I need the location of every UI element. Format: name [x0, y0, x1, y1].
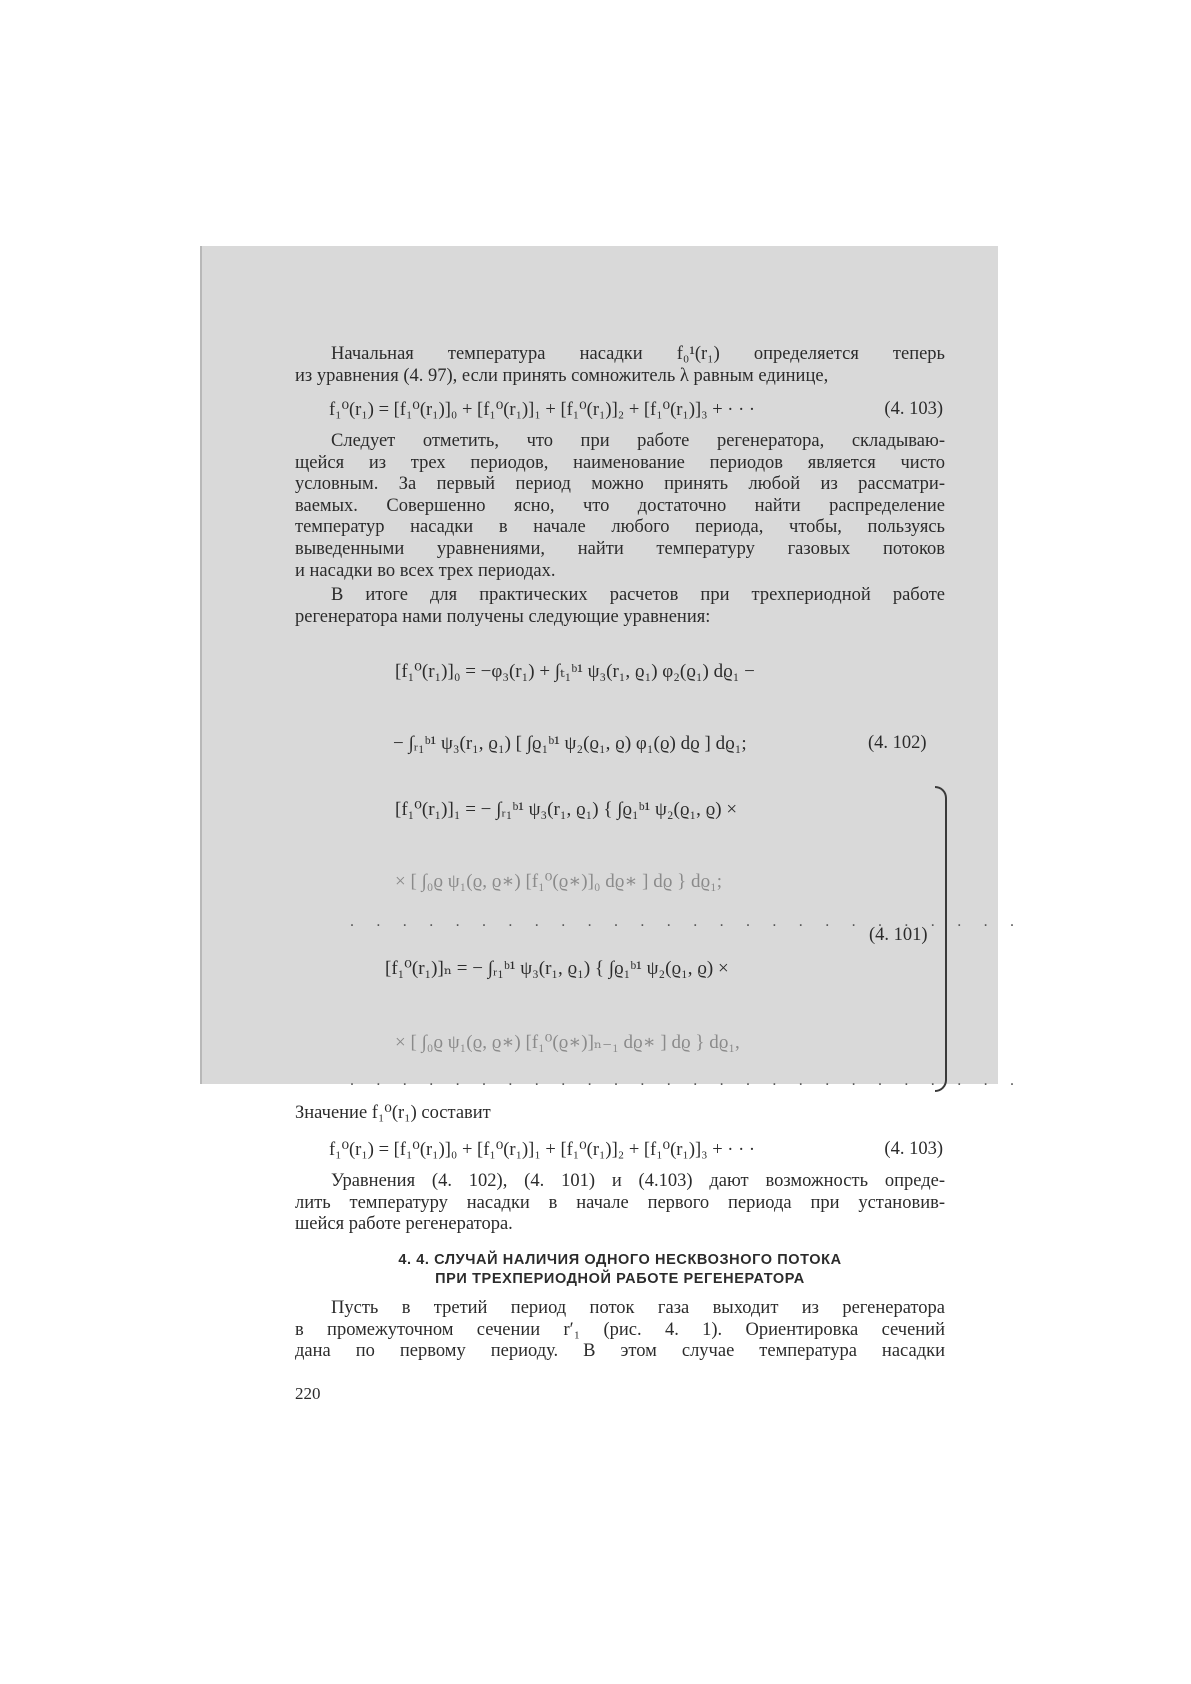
text-line: Уравнения (4. 102), (4. 101) и (4.103) дают возможность опреде- — [331, 1171, 945, 1191]
text-line: лить температуру насадки в начале первого периода при установив- — [295, 1192, 945, 1213]
system-brace — [935, 786, 947, 1092]
equation-line: − ∫ᵣ₁ᵇ¹ ψ₃(r₁, ϱ₁) [ ∫ϱ₁ᵇ¹ ψ₂(ϱ₁, ϱ) φ₁(ϱ) dϱ ] dϱ₁; — [393, 733, 747, 754]
continuation-dots: . . . . . . . . . . . . . . . . . . . . . . . . . . — [350, 913, 1024, 930]
section-heading-line: ПРИ ТРЕХПЕРИОДНОЙ РАБОТЕ РЕГЕНЕРАТОРА — [435, 1271, 805, 1287]
text-line: выведенными уравнениями, найти температуру газовых потоков — [295, 538, 945, 559]
equation-4-103-top — [295, 399, 945, 427]
text-line: дана по первому периоду. В этом случае температура насадки — [295, 1341, 945, 1362]
equation-line: [f₁⁰(r₁)]ₙ = − ∫ᵣ₁ᵇ¹ ψ₃(r₁, ϱ₁) { ∫ϱ₁ᵇ¹ ψ₂(ϱ₁, ϱ) × — [385, 958, 729, 979]
text-line: Следует отметить, что при работе регенератора, складываю- — [331, 431, 945, 451]
text-line: регенератора нами получены следующие уравнения: — [295, 606, 711, 627]
text-line: Значение f₁⁰(r₁) составит — [295, 1103, 491, 1123]
equation-number: (4. 102) — [868, 733, 927, 753]
equation-body: f₁⁰(r₁) = [f₁⁰(r₁)]₀ + [f₁⁰(r₁)]₁ + [f₁⁰(r₁)]₂ + [f₁⁰(r₁)]₃ + · · · — [329, 1140, 756, 1160]
equation-line: [f₁⁰(r₁)]₁ = − ∫ᵣ₁ᵇ¹ ψ₃(r₁, ϱ₁) { ∫ϱ₁ᵇ¹ ψ₂(ϱ₁, ϱ) × — [395, 799, 738, 820]
scan-left-edge — [200, 246, 202, 1084]
text-line: условным. За первый период можно принять любой из рассматри- — [295, 474, 945, 495]
paragraph-section-start — [295, 1298, 945, 1363]
text-line: в промежуточном сечении r′₁ (рис. 4. 1). Ориентировка сечений — [295, 1319, 945, 1340]
paragraph-periods — [295, 431, 945, 582]
continuation-dots: . . . . . . . . . . . . . . . . . . . . . . . . . . — [350, 1072, 1024, 1089]
section-heading-line: 4. 4. СЛУЧАЙ НАЛИЧИЯ ОДНОГО НЕСКВОЗНОГО ПОТОКА — [398, 1252, 842, 1268]
equation-body: f₁⁰(r₁) = [f₁⁰(r₁)]₀ + [f₁⁰(r₁)]₁ + [f₁⁰(r₁)]₂ + [f₁⁰(r₁)]₃ + · · · — [329, 400, 756, 420]
equation-number: (4. 103) — [884, 399, 943, 419]
paragraph-conclusion — [295, 1171, 945, 1236]
equation-line: [f₁⁰(r₁)]₀ = −φ₃(r₁) + ∫ₜ₁ᵇ¹ ψ₃(r₁, ϱ₁) φ₂(ϱ₁) dϱ₁ − — [395, 661, 755, 682]
equation-number: (4. 101) — [869, 925, 928, 945]
equation-4-103-bottom — [295, 1139, 945, 1167]
equation-line: × [ ∫₀ϱ ψ₁(ϱ, ϱ∗) [f₁⁰(ϱ∗)]ₙ₋₁ dϱ∗ ] dϱ } dϱ₁, — [395, 1032, 740, 1053]
text-line: из уравнения (4. 97), если принять сомножитель λ равным единице, — [295, 365, 829, 386]
page-number: 220 — [295, 1384, 321, 1403]
paragraph-intro — [295, 344, 945, 387]
paragraph-results — [295, 585, 945, 628]
paragraph-value — [295, 1103, 945, 1125]
section-heading — [295, 1251, 945, 1289]
text-line: В итоге для практических расчетов при трехпериодной работе — [331, 585, 945, 605]
text-line: шейся работе регенератора. — [295, 1214, 513, 1235]
equation-line: × [ ∫₀ϱ ψ₁(ϱ, ϱ∗) [f₁⁰(ϱ∗)]₀ dϱ∗ ] dϱ } dϱ₁; — [395, 871, 723, 892]
text-line: Начальная температура насадки f₀¹(r₁) определяется теперь — [331, 344, 945, 364]
equation-number: (4. 103) — [884, 1139, 943, 1159]
text-line: Пусть в третий период поток газа выходит из регенератора — [331, 1298, 945, 1318]
text-line: щейся из трех периодов, наименование периодов является чисто — [295, 452, 945, 473]
text-line: ваемых. Совершенно ясно, что достаточно найти распределение — [295, 495, 945, 516]
text-line: температур насадки в начале любого периода, чтобы, пользуясь — [295, 517, 945, 538]
text-line: и насадки во всех трех периодах. — [295, 560, 556, 581]
